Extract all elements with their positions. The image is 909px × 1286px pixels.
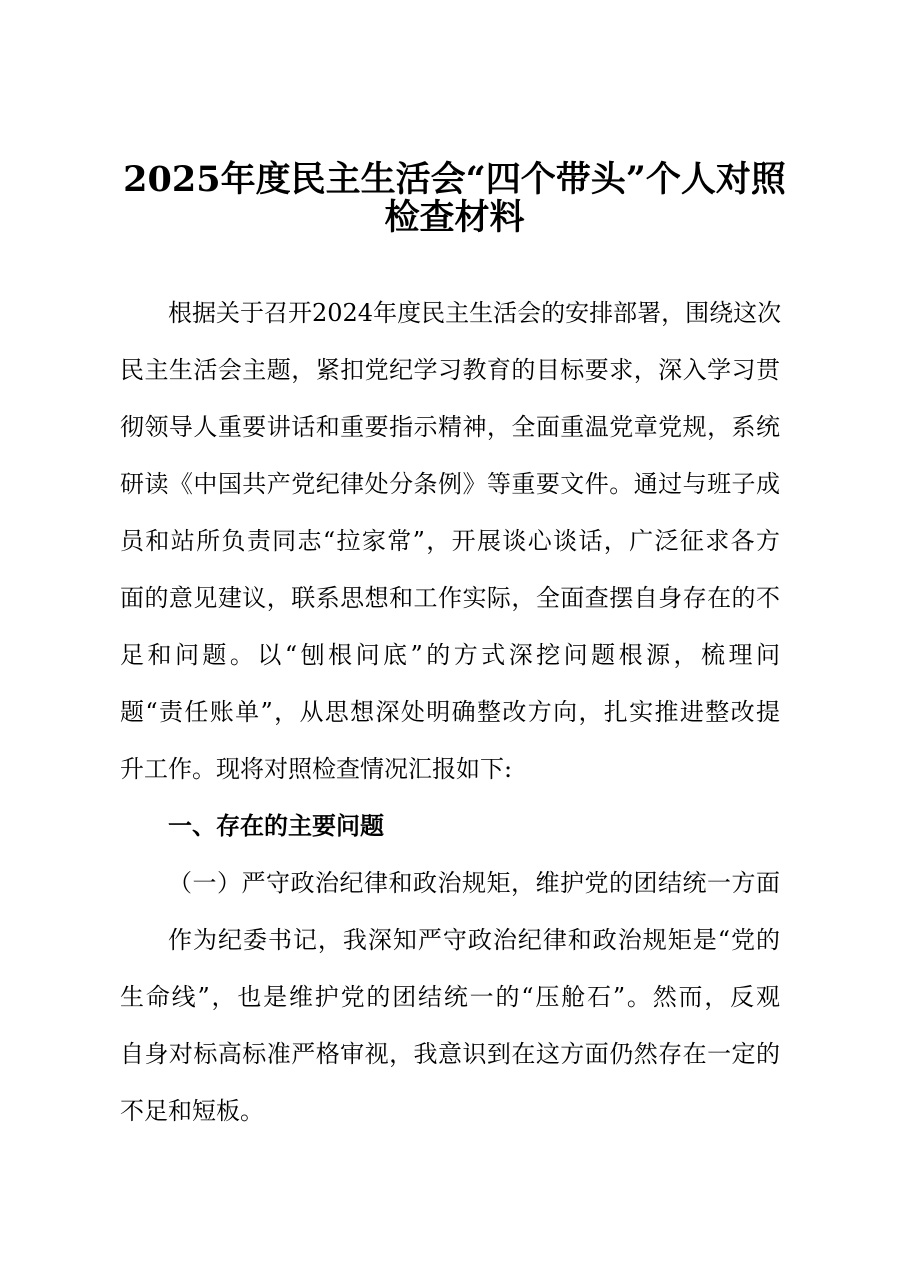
subsection-1-heading: （一）严守政治纪律和政治规矩，维护党的团结统一方面 bbox=[168, 869, 780, 897]
paragraph-2-line-3: 自身对标高标准严格审视，我意识到在这方面仍然存在一定的 bbox=[120, 1040, 780, 1068]
paragraph-1-line-8: 题“责任账单”，从思想深处明确整改方向，扎实推进整改提 bbox=[120, 698, 780, 726]
paragraph-2-line-2: 生命线”，也是维护党的团结统一的“压舱石”。然而，反观 bbox=[120, 983, 780, 1011]
paragraph-1-line-7: 足和问题。以“刨根问底”的方式深挖问题根源，梳理问 bbox=[120, 641, 780, 669]
section-1-heading: 一、存在的主要问题 bbox=[168, 812, 384, 840]
paragraph-1-line-2: 民主生活会主题，紧扣党纪学习教育的目标要求，深入学习贯 bbox=[120, 356, 780, 384]
paragraph-2-line-1: 作为纪委书记，我深知严守政治纪律和政治规矩是“党的 bbox=[168, 926, 780, 954]
paragraph-1-line-3: 彻领导人重要讲话和重要指示精神，全面重温党章党规，系统 bbox=[120, 413, 780, 441]
document-title-line-1: 2025年度民主生活会“四个带头”个人对照 bbox=[123, 159, 786, 200]
paragraph-1-line-6: 面的意见建议，联系思想和工作实际，全面查摆自身存在的不 bbox=[120, 584, 780, 612]
document-title-line-2: 检查材料 bbox=[384, 197, 525, 238]
paragraph-1-line-5: 员和站所负责同志“拉家常”，开展谈心谈话，广泛征求各方 bbox=[120, 527, 780, 555]
paragraph-1-line-9: 升工作。现将对照检查情况汇报如下: bbox=[120, 755, 513, 783]
paragraph-1-line-1: 根据关于召开2024年度民主生活会的安排部署，围绕这次 bbox=[168, 299, 782, 327]
paragraph-1-line-4: 研读《中国共产党纪律处分条例》等重要文件。通过与班子成 bbox=[120, 470, 780, 498]
paragraph-2-line-4: 不足和短板。 bbox=[120, 1097, 264, 1125]
